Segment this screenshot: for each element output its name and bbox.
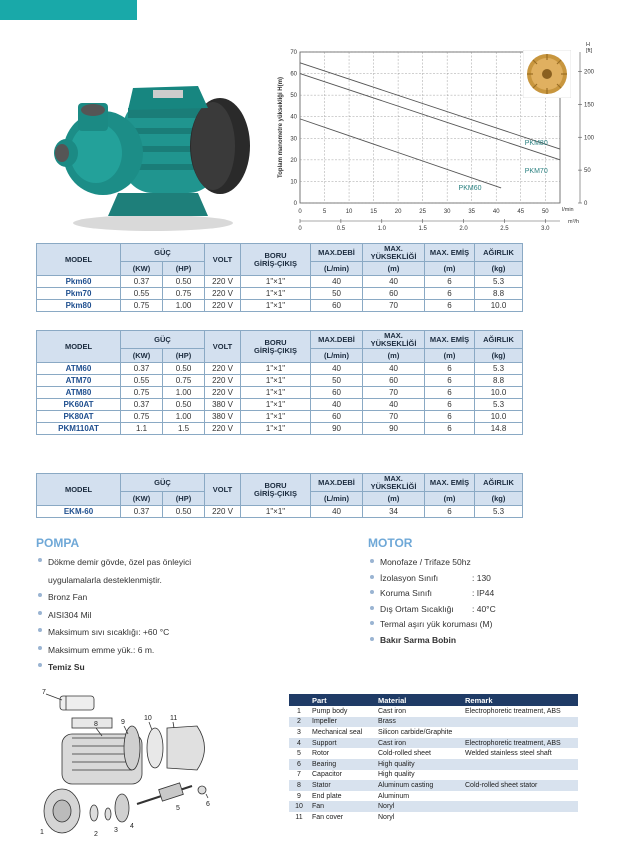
part-name: Fan cover [309, 812, 375, 823]
ft-tick-label: 0 [584, 201, 588, 207]
x2-tick-label: 0 [298, 226, 302, 232]
x-tick-label: 0 [298, 209, 302, 215]
table-cell: 1.00 [163, 411, 205, 423]
parts-row [289, 706, 578, 717]
table-row [37, 411, 523, 423]
table-cell: 220 V [205, 506, 241, 518]
motor-feature-value: : 40°C [472, 603, 496, 614]
table-cell: 220 V [205, 300, 241, 312]
header-boru: BORU GİRİŞ-ÇIKIŞ [241, 474, 311, 506]
table-row [37, 276, 523, 288]
table-cell: 6 [425, 387, 475, 399]
spec-table-pkm [36, 243, 523, 312]
ft-tick-label: 50 [584, 168, 591, 175]
table-cell: 1.00 [163, 387, 205, 399]
header-volt: VOLT [205, 474, 241, 506]
header-agirlik: AĞIRLIK [475, 331, 523, 349]
table-cell: 60 [311, 387, 363, 399]
table-cell: 0.75 [121, 387, 163, 399]
header-yukseklik: MAX. YÜKSEKLİĞİ [363, 244, 425, 262]
part-number: 7 [289, 770, 309, 781]
table-cell: 220 V [205, 363, 241, 375]
table-cell: 50 [311, 288, 363, 300]
part-material: Silicon carbide/Graphite [375, 727, 462, 738]
motor-feature-value: : 130 [472, 572, 491, 583]
table-cell: 40 [363, 276, 425, 288]
x-tick-label: 25 [419, 209, 426, 215]
header-volt: VOLT [205, 244, 241, 276]
parts-header-material: Material [375, 694, 462, 706]
header-model: MODEL [37, 474, 121, 506]
header-agirlik-unit: (kg) [475, 492, 523, 506]
header-debi-unit: (L/min) [311, 349, 363, 363]
table-cell: 0.50 [163, 506, 205, 518]
motor-feature-value: : IP44 [472, 588, 495, 598]
header-emis-unit: (m) [425, 492, 475, 506]
table-cell: 6 [425, 288, 475, 300]
pompa-feature-item: uygulamalarla desteklenmiştir. [48, 574, 162, 585]
part-name: Fan [309, 801, 375, 812]
y-tick-label: 70 [290, 50, 297, 56]
part-material: Aluminum [375, 791, 462, 802]
table-cell: 0.50 [163, 399, 205, 411]
pompa-feature-item: Maksimum emme yük.: 6 m. [36, 642, 336, 660]
table-cell: 0.37 [121, 276, 163, 288]
model-cell: PK60AT [37, 399, 121, 411]
header-debi: MAX.DEBİ [311, 244, 363, 262]
parts-row [289, 791, 578, 802]
table-cell: 6 [425, 300, 475, 312]
header-yukseklik: MAX. YÜKSEKLİĞİ [363, 331, 425, 349]
parts-row [289, 770, 578, 781]
header-emis: MAX. EMİŞ [425, 474, 475, 492]
header-emis-unit: (m) [425, 262, 475, 276]
table-row [37, 300, 523, 312]
part-remark [462, 801, 578, 812]
part-remark [462, 759, 578, 770]
table-cell: 220 V [205, 276, 241, 288]
x-tick-label: 45 [517, 209, 525, 215]
table-cell: 60 [311, 300, 363, 312]
pompa-feature-item: Temiz Su [36, 659, 336, 677]
table-cell: 40 [363, 399, 425, 411]
header-debi-unit: (L/min) [311, 262, 363, 276]
table-cell: 1"×1" [241, 399, 311, 411]
table-cell: 40 [311, 399, 363, 411]
x2-axis-unit: m³/h [568, 219, 579, 225]
part-remark [462, 812, 578, 823]
pompa-feature-list [36, 554, 336, 677]
header-guc: GÜÇ [121, 331, 205, 349]
x-tick-label: 35 [468, 209, 476, 215]
motor-feature-item [368, 602, 598, 618]
x2-tick-label: 2.5 [500, 226, 509, 232]
part-remark: Electrophoretic treatment, ABS [462, 706, 578, 717]
x-tick-label: 30 [443, 209, 451, 215]
model-cell: EKM-60 [37, 506, 121, 518]
header-emis: MAX. EMİŞ [425, 244, 475, 262]
motor-feature-label: Monofaze / Trifaze 50hz [380, 557, 471, 567]
header-debi: MAX.DEBİ [311, 331, 363, 349]
table-cell: 0.37 [121, 399, 163, 411]
model-cell: Pkm60 [37, 276, 121, 288]
header-kw: (KW) [121, 349, 163, 363]
y-tick-label: 0 [293, 201, 297, 207]
parts-row [289, 759, 578, 770]
part-remark: Welded stainless steel shaft [462, 748, 578, 759]
part-material: Noryl [375, 801, 462, 812]
table-cell: 6 [425, 363, 475, 375]
table-cell: 0.55 [121, 288, 163, 300]
header-kw: (KW) [121, 262, 163, 276]
y-axis-label: Toplam manometre yüksekliği H(m) [278, 77, 284, 178]
part-material: Aluminum casting [375, 780, 462, 791]
spec-table-ekm [36, 473, 523, 518]
ft-tick-label: 100 [584, 135, 595, 142]
model-cell: PK80AT [37, 411, 121, 423]
diagram-number: 7 [42, 689, 46, 696]
diagram-number: 5 [176, 805, 180, 812]
part-name: Stator [309, 780, 375, 791]
model-cell: PKM110AT [37, 423, 121, 435]
x2-tick-label: 1.5 [418, 226, 427, 232]
motor-title: MOTOR [368, 536, 413, 550]
part-number: 6 [289, 759, 309, 770]
header-kw: (KW) [121, 492, 163, 506]
series-label: PKM60 [458, 185, 482, 193]
table-row [37, 363, 523, 375]
table-cell: 10.0 [475, 387, 523, 399]
header-yukseklik-unit: (m) [363, 349, 425, 363]
header-boru: BORU GİRİŞ-ÇIKIŞ [241, 244, 311, 276]
table-row [37, 288, 523, 300]
table-cell: 70 [363, 300, 425, 312]
part-material: Cold-rolled sheet [375, 748, 462, 759]
x-tick-label: 15 [370, 209, 377, 215]
motor-feature-label: Dış Ortam Sıcaklığı [380, 603, 454, 614]
x-axis-unit: l/min [562, 207, 574, 213]
part-material: High quality [375, 770, 462, 781]
part-material: Cast iron [375, 706, 462, 717]
plot-area [300, 52, 560, 203]
part-number: 2 [289, 717, 309, 728]
header-guc: GÜÇ [121, 244, 205, 262]
motor-feature-item [368, 617, 598, 633]
pompa-feature-item: AISI304 Mil [36, 607, 336, 625]
diagram-number: 8 [94, 721, 98, 728]
y-tick-label: 60 [290, 71, 297, 78]
impeller-photo [523, 50, 571, 98]
table-cell: 1"×1" [241, 363, 311, 375]
parts-row [289, 727, 578, 738]
part-number: 9 [289, 791, 309, 802]
x-tick-label: 50 [541, 209, 549, 215]
header-hp: (HP) [163, 349, 205, 363]
part-material: Noryl [375, 812, 462, 823]
table-cell: 220 V [205, 375, 241, 387]
table-cell: 1.5 [163, 423, 205, 435]
ft-tick-label: 150 [584, 102, 595, 109]
part-material: High quality [375, 759, 462, 770]
table-cell: 1"×1" [241, 387, 311, 399]
table-cell: 1"×1" [241, 375, 311, 387]
pompa-title: POMPA [36, 536, 80, 550]
table-cell: 70 [363, 387, 425, 399]
table-cell: 6 [425, 399, 475, 411]
ft-axis-label: [ft] [586, 48, 593, 54]
table-cell: 40 [311, 506, 363, 518]
table-cell: 90 [311, 423, 363, 435]
header-boru: BORU GİRİŞ-ÇIKIŞ [241, 331, 311, 363]
part-number: 4 [289, 738, 309, 749]
y-tick-label: 50 [290, 93, 297, 100]
part-remark [462, 791, 578, 802]
header-accent-bar [0, 0, 137, 20]
diagram-number: 6 [206, 801, 210, 808]
model-cell: Pkm80 [37, 300, 121, 312]
part-remark [462, 770, 578, 781]
table-cell: 5.3 [475, 399, 523, 411]
table-cell: 10.0 [475, 300, 523, 312]
x2-tick-label: 3.0 [541, 226, 550, 232]
table-cell: 220 V [205, 288, 241, 300]
spec-table-atm [36, 330, 523, 435]
part-name: Rotor [309, 748, 375, 759]
table-cell: 5.3 [475, 363, 523, 375]
x2-tick-label: 2.0 [459, 226, 468, 232]
table-cell: 6 [425, 423, 475, 435]
table-cell: 6 [425, 411, 475, 423]
table-cell: 1"×1" [241, 300, 311, 312]
table-cell: 60 [311, 411, 363, 423]
part-remark [462, 727, 578, 738]
header-emis: MAX. EMİŞ [425, 331, 475, 349]
header-yukseklik: MAX. YÜKSEKLİĞİ [363, 474, 425, 492]
part-remark: Cold-rolled sheet stator [462, 780, 578, 791]
table-cell: 220 V [205, 387, 241, 399]
table-cell: 220 V [205, 423, 241, 435]
motor-feature-item [368, 633, 598, 649]
header-model: MODEL [37, 244, 121, 276]
y-tick-label: 40 [290, 114, 297, 121]
x2-tick-label: 0.5 [336, 226, 346, 232]
header-agirlik: AĞIRLIK [475, 244, 523, 262]
table-cell: 8.8 [475, 288, 523, 300]
parts-row [289, 738, 578, 749]
part-remark [462, 717, 578, 728]
series-label: PKM70 [524, 167, 548, 175]
table-cell: 1.1 [121, 423, 163, 435]
diagram-number: 4 [130, 823, 134, 830]
table-cell: 1"×1" [241, 288, 311, 300]
header-model: MODEL [37, 331, 121, 363]
table-row [37, 423, 523, 435]
header-yukseklik-unit: (m) [363, 262, 425, 276]
ft-axis-label: H [586, 42, 590, 48]
model-cell: ATM80 [37, 387, 121, 399]
ft-tick-label: 200 [584, 69, 595, 76]
parts-row [289, 812, 578, 823]
parts-row [289, 748, 578, 759]
table-cell: 6 [425, 506, 475, 518]
table-cell: 0.75 [163, 288, 205, 300]
x-tick-label: 20 [394, 209, 402, 215]
table-cell: 10.0 [475, 411, 523, 423]
header-debi-unit: (L/min) [311, 492, 363, 506]
header-yukseklik-unit: (m) [363, 492, 425, 506]
motor-feature-label: Termal aşırı yük koruması (M) [380, 619, 493, 629]
part-name: Mechanical seal [309, 727, 375, 738]
header-emis-unit: (m) [425, 349, 475, 363]
table-cell: 5.3 [475, 506, 523, 518]
part-name: End plate [309, 791, 375, 802]
table-cell: 1"×1" [241, 506, 311, 518]
table-cell: 40 [311, 276, 363, 288]
table-row [37, 375, 523, 387]
table-cell: 1.00 [163, 300, 205, 312]
y-tick-label: 10 [290, 179, 297, 186]
parts-row [289, 780, 578, 791]
diagram-number: 1 [40, 829, 44, 836]
part-name: Capacitor [309, 770, 375, 781]
table-cell: 0.55 [121, 375, 163, 387]
y-tick-label: 20 [290, 157, 297, 164]
part-number: 11 [289, 812, 309, 823]
pump-photo [48, 58, 258, 233]
header-agirlik-unit: (kg) [475, 349, 523, 363]
table-cell: 60 [363, 375, 425, 387]
model-cell: Pkm70 [37, 288, 121, 300]
part-name: Bearing [309, 759, 375, 770]
pompa-feature-item: Bronz Fan [36, 589, 336, 607]
header-hp: (HP) [163, 262, 205, 276]
table-cell: 34 [363, 506, 425, 518]
part-material: Cast iron [375, 738, 462, 749]
part-material: Brass [375, 717, 462, 728]
header-agirlik-unit: (kg) [475, 262, 523, 276]
motor-feature-item [368, 586, 598, 602]
part-number: 10 [289, 801, 309, 812]
diagram-number: 3 [114, 827, 118, 834]
table-cell: 5.3 [475, 276, 523, 288]
pompa-feature-item: Dökme demir gövde, özel pas önleyici [36, 554, 336, 572]
motor-feature-item [368, 571, 598, 587]
table-cell: 0.37 [121, 506, 163, 518]
part-name: Pump body [309, 706, 375, 717]
table-cell: 0.50 [163, 363, 205, 375]
part-number: 1 [289, 706, 309, 717]
table-row [37, 399, 523, 411]
motor-feature-label: Bakır Sarma Bobin [380, 634, 457, 645]
table-cell: 0.50 [163, 276, 205, 288]
series-label: PKM80 [524, 139, 548, 147]
motor-feature-list [368, 555, 598, 648]
header-volt: VOLT [205, 331, 241, 363]
header-debi: MAX.DEBİ [311, 474, 363, 492]
y-tick-label: 30 [290, 136, 297, 143]
model-cell: ATM70 [37, 375, 121, 387]
exploded-diagram [32, 686, 254, 844]
parts-table [289, 694, 578, 823]
header-guc: GÜÇ [121, 474, 205, 492]
table-cell: 380 V [205, 411, 241, 423]
parts-header-remark: Remark [462, 694, 578, 706]
header-agirlik: AĞIRLIK [475, 474, 523, 492]
table-cell: 40 [311, 363, 363, 375]
diagram-number: 2 [94, 831, 98, 838]
table-cell: 0.75 [121, 300, 163, 312]
table-row [37, 387, 523, 399]
pompa-feature-item: Maksimum sıvı sıcaklığı: +60 °C [36, 624, 336, 642]
table-cell: 6 [425, 375, 475, 387]
table-cell: 40 [363, 363, 425, 375]
motor-feature-item [368, 555, 598, 571]
part-number: 8 [289, 780, 309, 791]
part-number: 5 [289, 748, 309, 759]
table-cell: 1"×1" [241, 276, 311, 288]
part-name: Support [309, 738, 375, 749]
parts-row [289, 717, 578, 728]
model-cell: ATM60 [37, 363, 121, 375]
table-cell: 70 [363, 411, 425, 423]
table-row [37, 506, 523, 518]
table-cell: 0.75 [163, 375, 205, 387]
table-cell: 6 [425, 276, 475, 288]
table-cell: 1"×1" [241, 423, 311, 435]
diagram-number: 9 [121, 719, 125, 726]
motor-feature-label: Koruma Sınıfı [380, 588, 432, 598]
header-hp: (HP) [163, 492, 205, 506]
table-cell: 8.8 [475, 375, 523, 387]
table-cell: 50 [311, 375, 363, 387]
table-cell: 0.37 [121, 363, 163, 375]
table-cell: 380 V [205, 399, 241, 411]
part-name: Impeller [309, 717, 375, 728]
part-remark: Electrophoretic treatment, ABS [462, 738, 578, 749]
x-tick-label: 10 [345, 209, 353, 215]
x2-tick-label: 1.0 [377, 226, 386, 232]
parts-row [289, 801, 578, 812]
table-cell: 90 [363, 423, 425, 435]
table-cell: 14.8 [475, 423, 523, 435]
part-number: 3 [289, 727, 309, 738]
diagram-number: 10 [144, 715, 152, 722]
x-tick-label: 5 [322, 209, 327, 215]
motor-feature-label: İzolasyon Sınıfı [380, 572, 439, 583]
diagram-number: 11 [170, 715, 178, 722]
table-cell: 60 [363, 288, 425, 300]
table-cell: 0.75 [121, 411, 163, 423]
parts-header-part: Part [309, 694, 375, 706]
table-cell: 1"×1" [241, 411, 311, 423]
x-tick-label: 40 [492, 209, 500, 215]
